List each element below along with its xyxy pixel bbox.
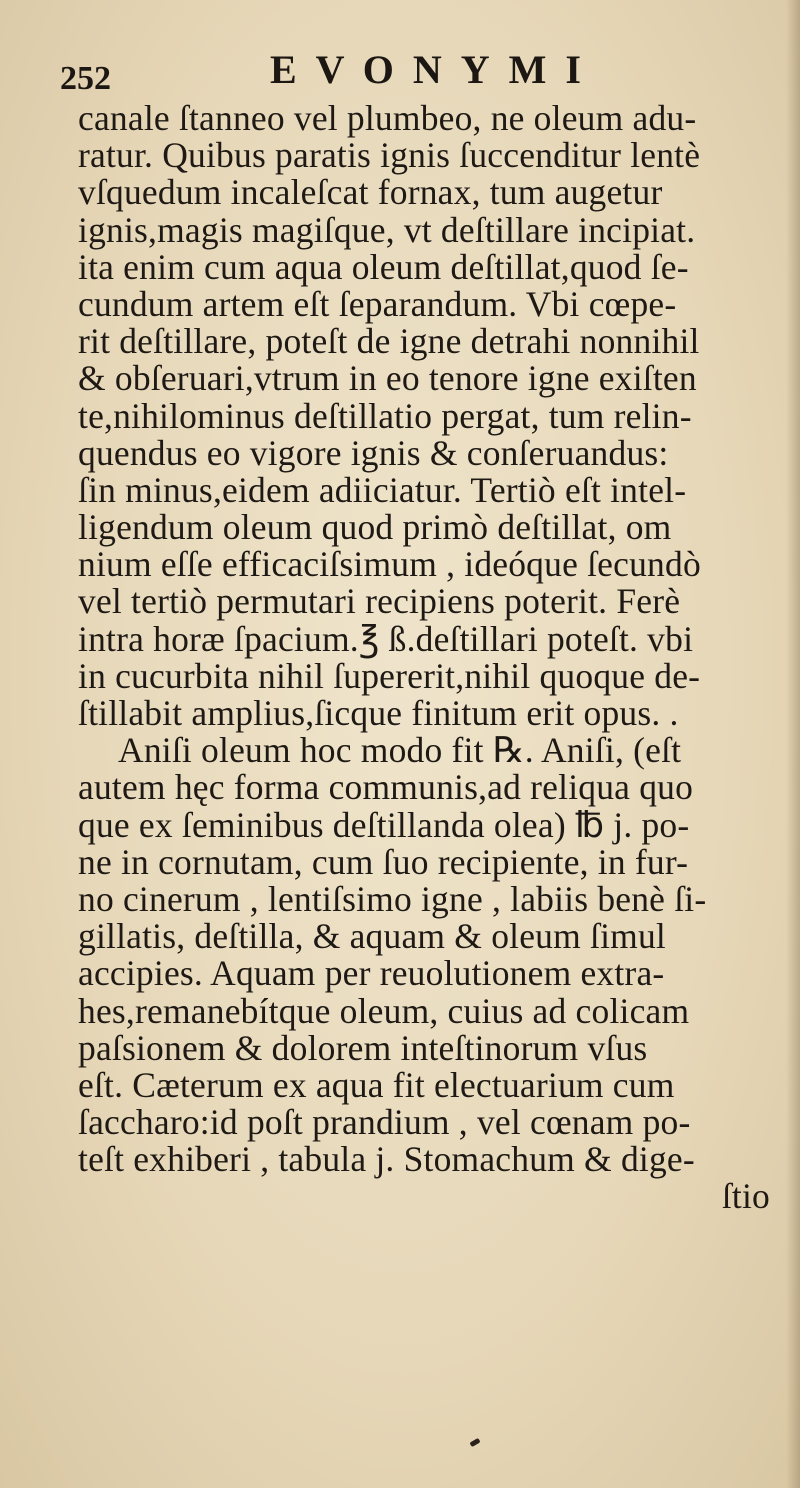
- page-header: [60, 42, 760, 102]
- text-line: eſt. Cæterum ex aqua fit electuarium cum: [78, 1064, 675, 1105]
- ink-mark: [469, 1438, 480, 1447]
- text-line: in cucurbita nihil ſupererit,nihil quoque de-: [78, 655, 701, 696]
- text-line: autem hęc forma communis,ad reliqua quo: [78, 767, 694, 808]
- text-line: & obſeruari,vtrum in eo tenore igne exiſten: [78, 358, 697, 399]
- text-line: que ex ſeminibus deſtillanda olea) ℔ j. po-: [78, 804, 690, 845]
- text-line: vel tertiò permutari recipiens poterit. Ferè: [78, 581, 681, 622]
- text-line: ſtillabit amplius,ſicque finitum erit opus. .: [78, 693, 679, 733]
- text-line: canale ſtanneo vel plumbeo, ne oleum adu-: [78, 98, 697, 138]
- text-line: Aniſi oleum hoc modo fit ℞. Aniſi, (eſt: [118, 730, 682, 771]
- text-line: ſin minus,eidem adiiciatur. Tertiò eſt intel-: [78, 469, 687, 510]
- text-line: paſsionem & dolorem inteſtinorum vſus: [78, 1027, 648, 1068]
- text-line: teſt exhiberi , tabula j. Stomachum & dige-: [78, 1139, 695, 1180]
- text-body: [78, 100, 790, 1216]
- text-line: ignis,magis magiſque, vt deſtillare incipiat.: [78, 209, 696, 250]
- text-line: gillatis, deſtilla, & aquam & oleum ſimul: [78, 916, 666, 957]
- text-line: ne in cornutam, cum ſuo recipiente, in fur-: [78, 841, 689, 882]
- text-line: cundum artem eſt ſeparandum. Vbi cœpe-: [78, 283, 677, 324]
- text-line: te,nihilominus deſtillatio pergat, tum relin-: [78, 395, 692, 436]
- page-number: 252: [60, 60, 111, 97]
- running-title: EVONYMI: [270, 47, 600, 92]
- text-line: hes,remanebítque oleum, cuius ad colicam: [78, 990, 690, 1031]
- text-line: ſaccharo:id poſt prandium , vel cœnam po-: [78, 1102, 691, 1143]
- text-line: rit deſtillare, poteſt de igne detrahi nonnihil: [78, 321, 700, 362]
- text-line: accipies. Aquam per reuolutionem extra-: [78, 953, 665, 994]
- text-line: ratur. Quibus paratis ignis ſuccenditur lentè: [78, 135, 701, 176]
- text-line: no cinerum , lentiſsimo igne , labiis benè ſi-: [78, 878, 707, 919]
- catchword: ſtio: [721, 1176, 770, 1217]
- text-line: nium eſſe efficaciſsimum , ideóque ſecundò: [78, 544, 701, 585]
- text-line: ita enim cum aqua oleum deſtillat,quod ſe-: [78, 246, 689, 287]
- text-line: quendus eo vigore ignis & conſeruandus:: [78, 432, 669, 473]
- text-line: intra horæ ſpacium.℥ ß.deſtillari poteſt. vbi: [78, 618, 694, 659]
- text-line: vſquedum incaleſcat fornax, tum augetur: [78, 172, 663, 213]
- text-line: ligendum oleum quod primò deſtillat, om: [78, 507, 672, 548]
